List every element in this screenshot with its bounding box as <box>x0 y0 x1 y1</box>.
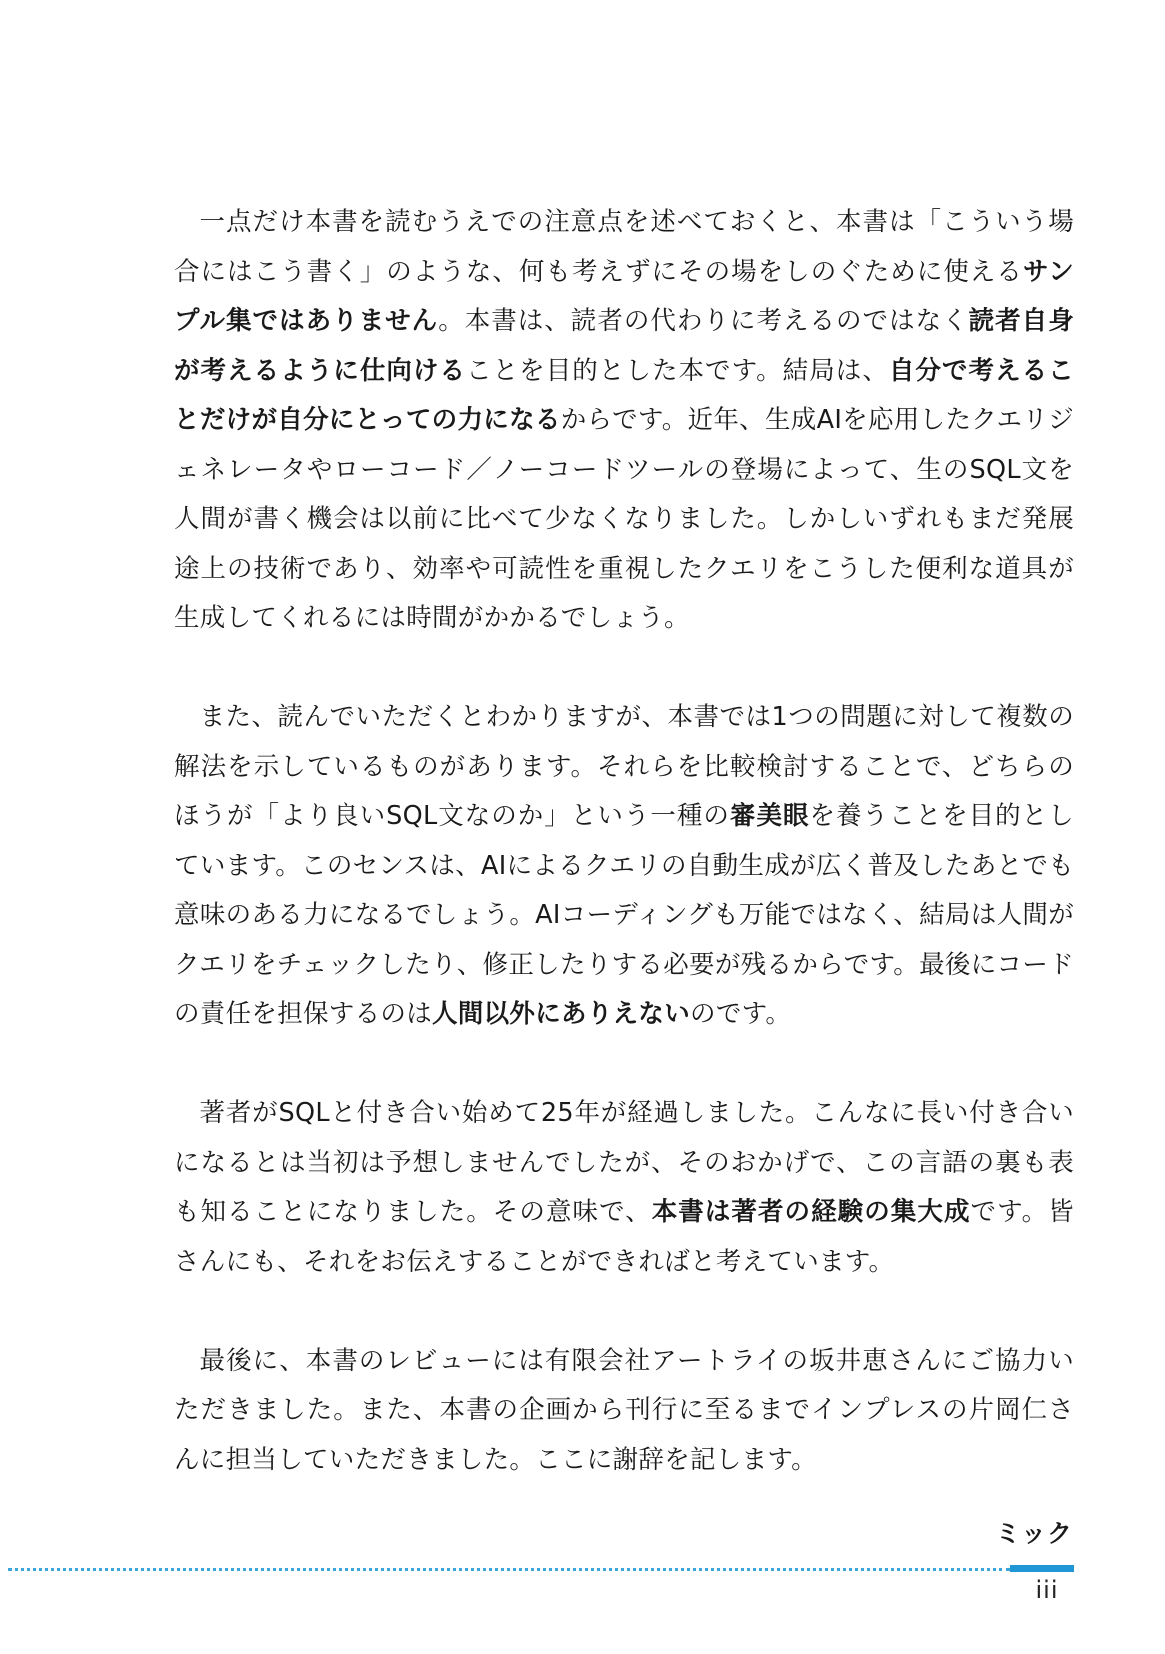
emphasis-text: 審美眼 <box>729 801 810 831</box>
text-run: また、読んでいただくとわかりますが、本書では1つの問題に対して複数の解法を示しているものがあります。それらを比較検討することで、どちらのほうが「より良いSQL文なのか」という一種の <box>174 702 1074 831</box>
text-run: 著者がSQLと付き合い始めて25年が経過しました。こんなに長い付き合いになるとは当初は予想しませんでしたが、そのおかげで、この言語の裏も表も知ることになりました。その意味で、 <box>174 1098 1074 1227</box>
text-run: 。本書は、読者の代わりに考えるのではなく <box>438 306 969 336</box>
emphasis-text: 本書は著者の経験の集大成 <box>651 1197 971 1227</box>
text-run: からです。近年、生成AIを応用したクエリジェネレータやローコード／ノーコードツールの登場によって、生のSQL文を人間が書く機会は以前に比べて少なくなりました。しかしいずれもまだ発展途上の技術であり、効率や可読性を重視したクエリをこうした便利な道具が生成してくれるには時間がかかるでしょう。 <box>174 405 1074 633</box>
text-run: 一点だけ本書を読むうえでの注意点を述べておくと、本書は「こういう場合にはこう書く」のような、何も考えずにその場をしのぐために使える <box>174 207 1074 287</box>
emphasis-text: 自分で考えることだけが自分にとっての力になる <box>174 355 1074 435</box>
author-signature: ミック <box>995 1519 1073 1548</box>
emphasis-text: サンプル集ではありません <box>174 256 1074 336</box>
emphasis-text: 人間以外にありえない <box>432 999 691 1029</box>
text-run: です。皆さんにも、それをお伝えすることができればと考えています。 <box>174 1197 1074 1277</box>
body-text <box>174 198 1074 1485</box>
paragraph-2 <box>174 693 1074 1040</box>
text-run: ことを目的とした本です。結局は、 <box>466 355 889 386</box>
footer-dotted-rule <box>8 1568 1010 1571</box>
footer-accent-bar <box>1010 1565 1074 1572</box>
paragraph-1 <box>174 198 1074 644</box>
emphasis-text: 読者自身が考えるように仕向ける <box>174 306 1075 386</box>
paragraph-3 <box>174 1089 1074 1287</box>
paragraph-4 <box>174 1337 1074 1486</box>
text-run: を養うことを目的としています。このセンスは、AIによるクエリの自動生成が広く普及したあとでも意味のある力になるでしょう。AIコーディングも万能ではなく、結局は人間がクエリをチェックしたり、修正したりする必要が残るからです。最後にコードの責任を担保するのは <box>174 801 1074 1029</box>
page-number: iii <box>1035 1576 1059 1604</box>
text-run: のです。 <box>690 999 792 1029</box>
text-run: 最後に、本書のレビューには有限会社アートライの坂井恵さんにご協力いただきました。また、本書の企画から刊行に至るまでインプレスの片岡仁さんに担当していただきました。ここに謝辞を記します。 <box>174 1345 1074 1475</box>
